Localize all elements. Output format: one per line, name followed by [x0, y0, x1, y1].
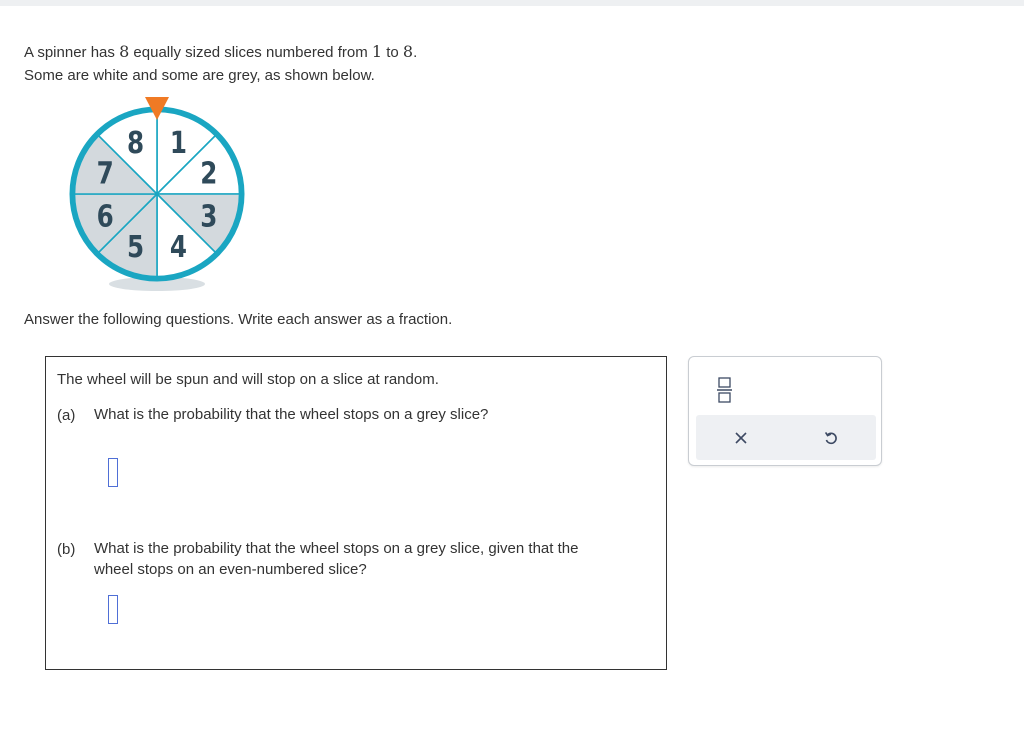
part-b-label: (b): [57, 541, 76, 558]
spinner-label-6: 6: [96, 200, 114, 235]
fraction-icon: [713, 369, 737, 405]
intro-line-2: Some are white and some are grey, as shown below.: [24, 67, 375, 84]
instruction-text: Answer the following questions. Write each answer as a fraction.: [24, 311, 453, 328]
fraction-button[interactable]: [713, 369, 737, 405]
question-box: [45, 356, 667, 670]
spinner-label-8: 8: [126, 126, 145, 161]
intro-text: A spinner has: [24, 44, 120, 61]
math-toolbar: [688, 356, 882, 466]
part-b-question-line-2: wheel stops on an even-numbered slice?: [94, 561, 367, 578]
intro-number: 8: [402, 42, 414, 61]
toolbar-actions: [696, 415, 876, 460]
part-b-question: [94, 538, 578, 580]
answer-input-a[interactable]: [108, 458, 118, 487]
clear-button[interactable]: [696, 415, 786, 460]
spinner-label-4: 4: [169, 230, 188, 265]
part-b-question-line-1: What is the probability that the wheel stops on a grey slice, given that the: [94, 540, 579, 557]
top-bar: [0, 0, 1024, 6]
intro-number: 8: [119, 42, 130, 61]
part-a-question: What is the probability that the wheel stops on a grey slice?: [94, 406, 489, 423]
spinner-wheel: [60, 94, 256, 294]
undo-button[interactable]: [786, 415, 876, 460]
x-icon: [734, 431, 748, 445]
question-stem: The wheel will be spun and will stop on a slice at random.: [57, 371, 439, 388]
spinner-label-7: 7: [96, 157, 114, 192]
spinner-label-1: 1: [169, 126, 188, 161]
problem-intro: [24, 40, 417, 87]
answer-input-b[interactable]: [108, 595, 118, 624]
spinner-label-3: 3: [200, 200, 218, 235]
spinner-label-2: 2: [200, 157, 218, 192]
intro-number: 1: [371, 42, 383, 61]
intro-line-1: [24, 40, 417, 64]
intro-text: .: [413, 44, 418, 61]
intro-text: equally sized slices numbered from: [129, 44, 372, 61]
undo-icon: [823, 430, 839, 446]
intro-text: to: [382, 44, 403, 61]
spinner-label-5: 5: [126, 230, 145, 265]
part-a-label: (a): [57, 407, 76, 424]
